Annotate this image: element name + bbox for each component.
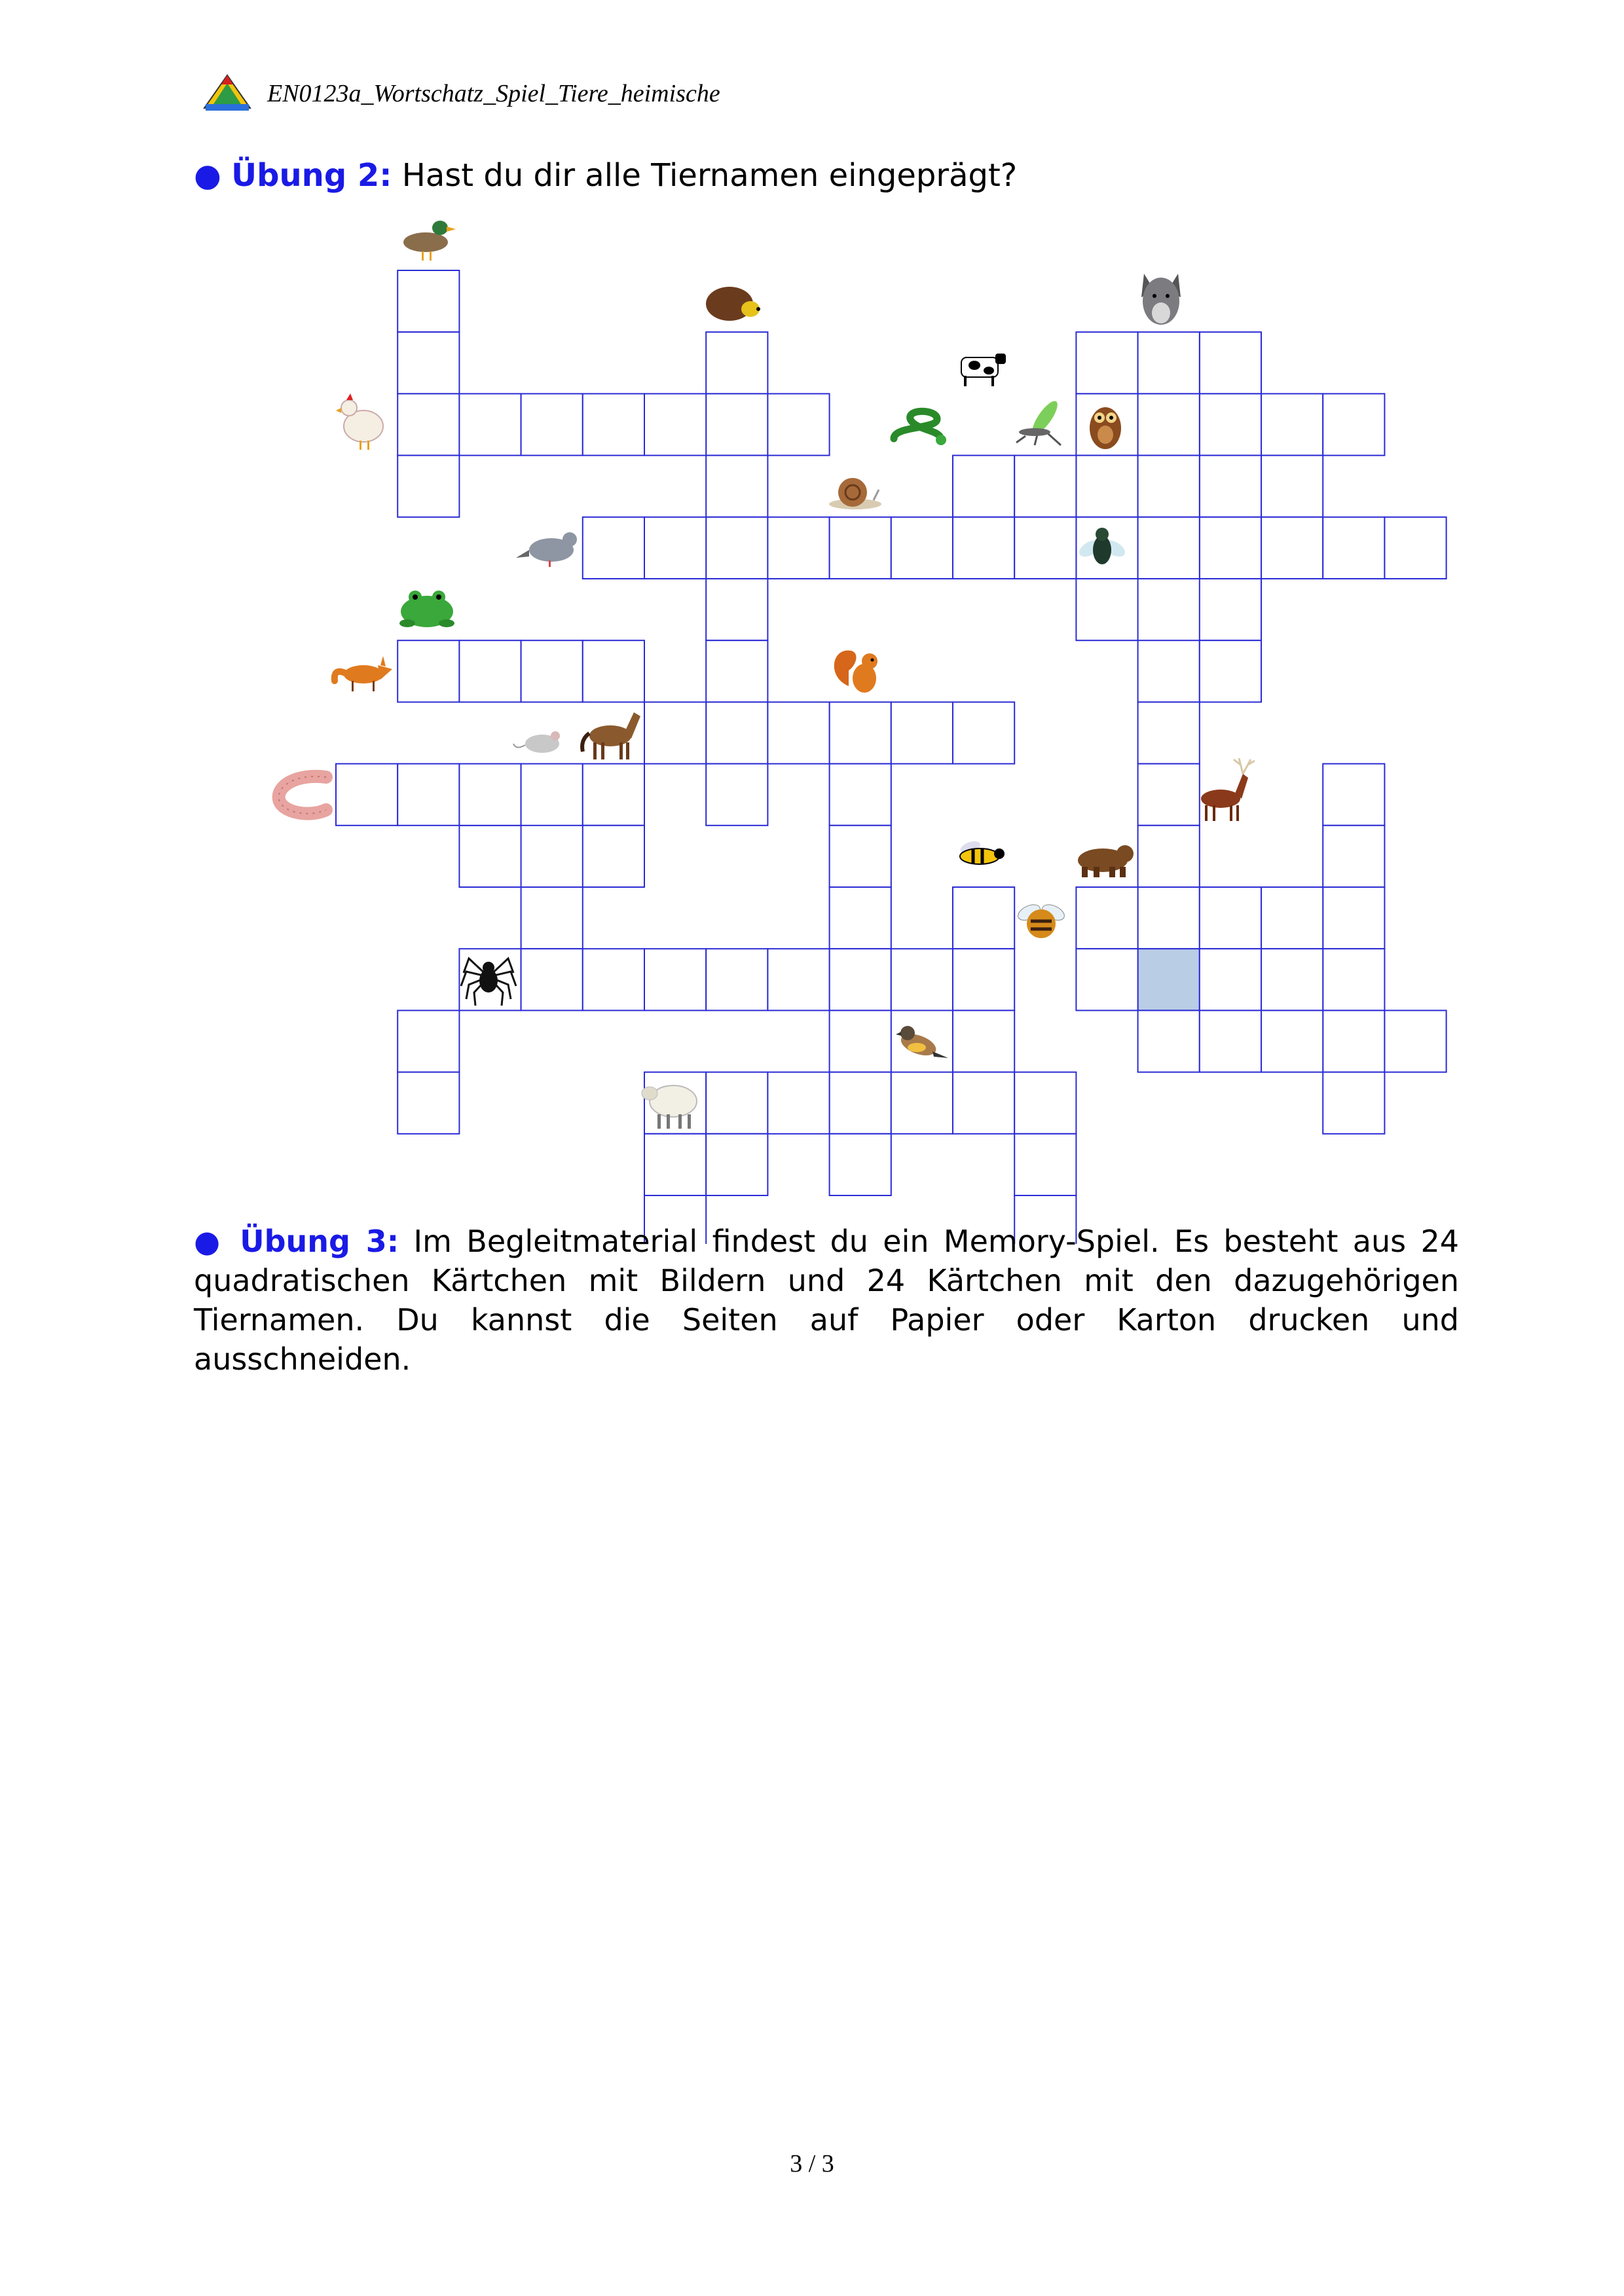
crossword-cell[interactable] — [397, 393, 459, 455]
crossword-cell[interactable] — [1076, 332, 1137, 393]
crossword-cell[interactable] — [1323, 517, 1384, 579]
crossword-cell[interactable] — [891, 949, 953, 1010]
crossword-cell[interactable] — [953, 1010, 1014, 1072]
duck-icon — [403, 221, 456, 261]
crossword-cell[interactable] — [706, 1134, 767, 1195]
crossword-cell[interactable] — [706, 764, 767, 826]
crossword-cell[interactable] — [1138, 1010, 1200, 1072]
crossword-grid — [336, 270, 1447, 1244]
crossword-cell[interactable] — [397, 270, 459, 332]
crossword-cell[interactable] — [1138, 702, 1200, 763]
crossword-cell[interactable] — [1200, 456, 1261, 517]
crossword-cell[interactable] — [1014, 456, 1076, 517]
crossword-cell[interactable] — [953, 702, 1014, 763]
crossword-cell[interactable] — [706, 332, 767, 393]
crossword-cell[interactable] — [706, 949, 767, 1010]
crossword-cell[interactable] — [1138, 393, 1200, 455]
crossword-cell[interactable] — [1261, 517, 1323, 579]
crossword-cell[interactable] — [1200, 332, 1261, 393]
snake-icon — [894, 411, 946, 445]
mouse-icon — [513, 731, 560, 753]
crossword-cell[interactable] — [1076, 579, 1137, 640]
crossword-cell[interactable] — [1200, 949, 1261, 1010]
crossword-cell[interactable] — [706, 1072, 767, 1134]
wolf-icon — [1141, 274, 1181, 325]
horse-icon — [582, 712, 640, 759]
bullet: ● — [194, 1224, 225, 1259]
crossword-cell[interactable] — [1014, 517, 1076, 579]
crossword-cell[interactable] — [706, 456, 767, 517]
crossword-cell[interactable] — [644, 517, 706, 579]
snail-icon — [829, 478, 881, 509]
crossword-cell[interactable] — [1323, 949, 1384, 1010]
crossword-cell[interactable] — [1076, 456, 1137, 517]
crossword-cell[interactable] — [397, 456, 459, 517]
exercise-text: Hast du dir alle Tiernamen eingeprägt? — [401, 157, 1018, 194]
squirrel-icon — [834, 650, 877, 693]
crossword-cell[interactable] — [1138, 456, 1200, 517]
exercise-label: Übung 3: — [240, 1224, 399, 1259]
crossword-cell[interactable] — [521, 949, 583, 1010]
crossword-cell[interactable] — [397, 332, 459, 393]
crossword-cell[interactable] — [830, 887, 891, 949]
bee-icon — [1016, 902, 1067, 938]
crossword-cell[interactable] — [1200, 887, 1261, 949]
crossword-cell[interactable] — [1323, 393, 1384, 455]
crossword-cell[interactable] — [1261, 949, 1323, 1010]
crossword-cell[interactable] — [1200, 579, 1261, 640]
crossword-cell[interactable] — [521, 393, 583, 455]
crossword-cell[interactable] — [953, 949, 1014, 1010]
crossword-cell[interactable] — [1014, 1072, 1076, 1134]
crossword-cell[interactable] — [1138, 517, 1200, 579]
crossword-cell[interactable] — [1323, 764, 1384, 826]
hedgehog-icon — [706, 287, 760, 321]
crossword-cell[interactable] — [767, 517, 829, 579]
deer-icon — [1201, 758, 1255, 821]
crossword-cell[interactable] — [1076, 949, 1137, 1010]
crossword-cell[interactable] — [1384, 1010, 1446, 1072]
crossword-cell[interactable] — [644, 393, 706, 455]
crossword-cell[interactable] — [706, 702, 767, 763]
crossword-cell[interactable] — [1138, 332, 1200, 393]
crossword-cell[interactable] — [336, 764, 397, 826]
cow-icon — [961, 354, 1006, 386]
crossword-cell[interactable] — [1323, 1072, 1384, 1134]
crossword-cell[interactable] — [1323, 826, 1384, 887]
document-title: EN0123a_Wortschatz_Spiel_Tiere_heimische — [267, 80, 720, 107]
crossword-cell[interactable] — [953, 517, 1014, 579]
crossword-cell[interactable] — [706, 579, 767, 640]
crossword-cell[interactable] — [397, 1072, 459, 1134]
crossword-cell[interactable] — [767, 702, 829, 763]
crossword-cell[interactable] — [830, 517, 891, 579]
crossword-cell[interactable] — [706, 640, 767, 702]
crossword-cell[interactable] — [767, 1072, 829, 1134]
crossword-cell-highlighted[interactable] — [1138, 949, 1200, 1010]
hen-icon — [336, 393, 383, 450]
crossword-cell[interactable] — [583, 949, 644, 1010]
crossword-cell[interactable] — [830, 826, 891, 887]
wasp-icon — [959, 839, 1005, 864]
crossword-cell[interactable] — [1138, 887, 1200, 949]
crossword-cell[interactable] — [767, 949, 829, 1010]
crossword-cell[interactable] — [1261, 456, 1323, 517]
worm-icon — [279, 776, 326, 814]
crossword-cell[interactable] — [830, 702, 891, 763]
crossword-cell[interactable] — [459, 764, 521, 826]
bear-icon — [1078, 845, 1134, 877]
crossword-cell[interactable] — [891, 1072, 953, 1134]
crossword-cell[interactable] — [521, 887, 583, 949]
crossword-cell[interactable] — [1200, 640, 1261, 702]
sparrow-icon — [896, 1026, 948, 1059]
exercise-text: Im Begleitmaterial findest du ein Memory-Spiel. Es besteht aus 24 quadratischen Kärtchen mit Bildern und 24 Kärtchen mit den dazugehörigen Tiernamen. Du kannst die Seiten auf Papier oder Karton drucken und ausschneiden. — [194, 1224, 1460, 1377]
crossword-cell[interactable] — [644, 1134, 706, 1195]
crossword-cell[interactable] — [521, 640, 583, 702]
crossword-cell[interactable] — [1138, 640, 1200, 702]
crossword-cell[interactable] — [830, 1134, 891, 1195]
crossword-cell[interactable] — [1261, 887, 1323, 949]
crossword-cell[interactable] — [830, 1010, 891, 1072]
crossword-cell[interactable] — [1200, 517, 1261, 579]
crossword-cell[interactable] — [459, 640, 521, 702]
crossword-cell[interactable] — [830, 764, 891, 826]
crossword-cell[interactable] — [583, 826, 644, 887]
crossword-cell[interactable] — [891, 702, 953, 763]
crossword-cell[interactable] — [459, 826, 521, 887]
pigeon-icon — [516, 532, 577, 567]
fox-icon — [335, 656, 392, 691]
crossword-cell[interactable] — [1323, 1010, 1384, 1072]
crossword-cell[interactable] — [830, 1072, 891, 1134]
crossword-cell[interactable] — [1014, 1134, 1076, 1195]
crossword-cell[interactable] — [1384, 517, 1446, 579]
crossword-cell[interactable] — [521, 764, 583, 826]
crossword-cell[interactable] — [1200, 1010, 1261, 1072]
crossword-cell[interactable] — [583, 393, 644, 455]
crossword-cell[interactable] — [891, 517, 953, 579]
crossword-cell[interactable] — [1200, 393, 1261, 455]
crossword-cell[interactable] — [953, 456, 1014, 517]
crossword-cell[interactable] — [583, 517, 644, 579]
crossword-cell[interactable] — [583, 640, 644, 702]
grasshopper-icon — [1016, 397, 1061, 445]
frog-icon — [399, 591, 454, 627]
crossword-cell[interactable] — [1261, 1010, 1323, 1072]
crossword-cell[interactable] — [830, 949, 891, 1010]
crossword-cell[interactable] — [1138, 826, 1200, 887]
crossword-cell[interactable] — [706, 393, 767, 455]
bullet: ● — [194, 157, 221, 194]
crossword-cell[interactable] — [953, 1072, 1014, 1134]
exercise-3-paragraph — [194, 1222, 1459, 1379]
crossword-cell[interactable] — [1261, 393, 1323, 455]
owl-icon — [1090, 407, 1121, 449]
crossword-cell[interactable] — [953, 887, 1014, 949]
crossword-cell[interactable] — [459, 393, 521, 455]
crossword-cell[interactable] — [644, 702, 706, 763]
crossword-cell[interactable] — [397, 764, 459, 826]
crossword-cell[interactable] — [397, 1010, 459, 1072]
crossword-cell[interactable] — [1323, 887, 1384, 949]
crossword-cell[interactable] — [767, 393, 829, 455]
crossword-cell[interactable] — [583, 764, 644, 826]
crossword-cell[interactable] — [644, 949, 706, 1010]
crossword-cell[interactable] — [1076, 887, 1137, 949]
exercise-label: Übung 2: — [231, 157, 392, 194]
page-number: 3 / 3 — [790, 2150, 834, 2178]
crossword-cell[interactable] — [1138, 764, 1200, 826]
crossword-cell[interactable] — [397, 640, 459, 702]
crossword-cell[interactable] — [706, 517, 767, 579]
